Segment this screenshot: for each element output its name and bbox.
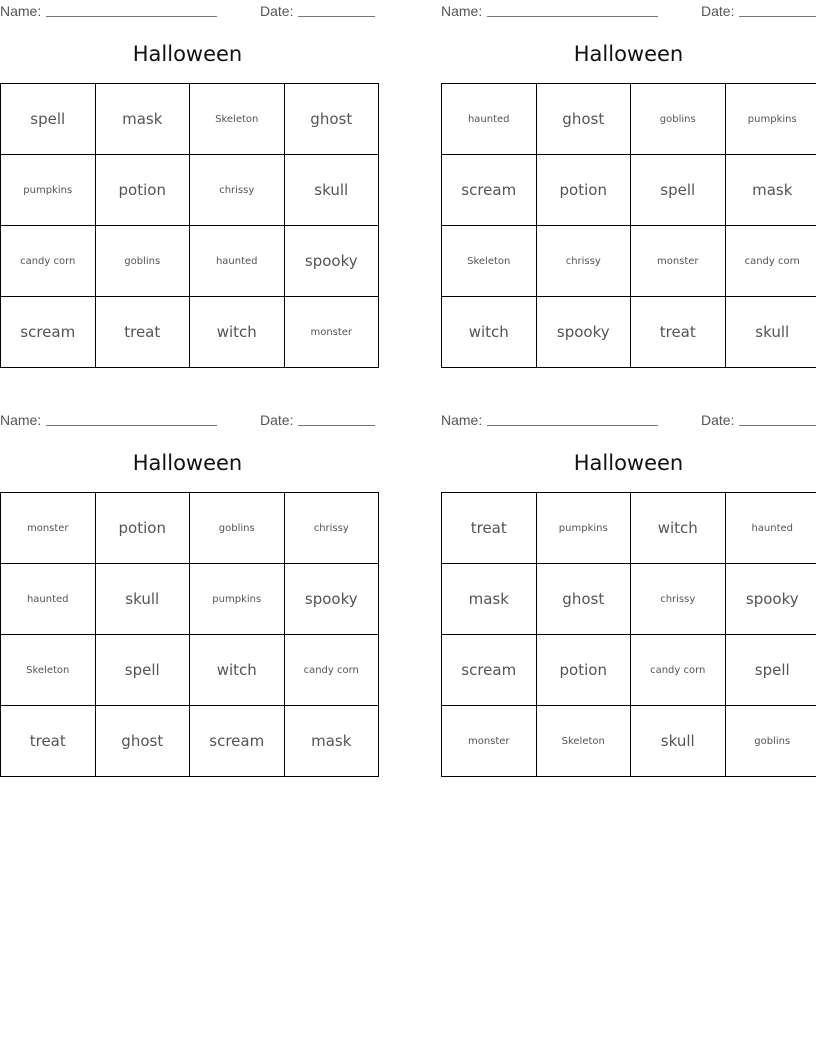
date-field-line[interactable]: [298, 425, 375, 426]
bingo-cell[interactable]: monster: [631, 226, 726, 297]
grid-row: [1, 706, 379, 777]
bingo-cell[interactable]: monster: [284, 297, 379, 368]
bingo-grid: [0, 83, 379, 368]
grid-row: [1, 84, 379, 155]
bingo-cell[interactable]: goblins: [95, 226, 190, 297]
bingo-cell[interactable]: witch: [631, 493, 726, 564]
bingo-cell[interactable]: potion: [95, 155, 190, 226]
bingo-cell[interactable]: chrissy: [190, 155, 285, 226]
bingo-cell[interactable]: spell: [1, 84, 96, 155]
bingo-cell[interactable]: treat: [442, 493, 537, 564]
grid-row: [442, 493, 816, 564]
date-label: Date:: [260, 3, 294, 19]
bingo-cell[interactable]: chrissy: [631, 564, 726, 635]
bingo-cell[interactable]: skull: [725, 297, 816, 368]
bingo-grid: [0, 492, 379, 777]
bingo-cell[interactable]: witch: [190, 297, 285, 368]
bingo-cell[interactable]: pumpkins: [1, 155, 96, 226]
bingo-cell[interactable]: spell: [725, 635, 816, 706]
name-field-line[interactable]: [487, 425, 658, 426]
bingo-cell[interactable]: spell: [95, 635, 190, 706]
bingo-cell[interactable]: goblins: [631, 84, 726, 155]
grid-row: [442, 297, 816, 368]
bingo-cell[interactable]: spooky: [536, 297, 631, 368]
bingo-cell[interactable]: treat: [631, 297, 726, 368]
bingo-cell[interactable]: monster: [1, 493, 96, 564]
bingo-cell[interactable]: candy corn: [725, 226, 816, 297]
bingo-cell[interactable]: ghost: [95, 706, 190, 777]
bingo-cell[interactable]: candy corn: [631, 635, 726, 706]
bingo-cell[interactable]: potion: [536, 155, 631, 226]
grid-row: [1, 564, 379, 635]
bingo-cell[interactable]: Skeleton: [1, 635, 96, 706]
card-title: Halloween: [132, 451, 243, 475]
bingo-cell[interactable]: goblins: [190, 493, 285, 564]
bingo-cell[interactable]: witch: [442, 297, 537, 368]
grid-row: [442, 635, 816, 706]
bingo-cell[interactable]: skull: [95, 564, 190, 635]
bingo-cell[interactable]: haunted: [1, 564, 96, 635]
grid-row: [1, 297, 379, 368]
grid-row: [1, 635, 379, 706]
grid-row: [442, 706, 816, 777]
bingo-cell[interactable]: haunted: [442, 84, 537, 155]
name-label: Name:: [441, 412, 483, 428]
name-date-header: [0, 0, 375, 20]
date-field-line[interactable]: [298, 16, 375, 17]
bingo-cell[interactable]: Skeleton: [190, 84, 285, 155]
name-field-line[interactable]: [46, 425, 217, 426]
grid-row: [1, 493, 379, 564]
date-label: Date:: [260, 412, 294, 428]
name-date-header: [441, 409, 816, 429]
bingo-cell[interactable]: Skeleton: [442, 226, 537, 297]
date-field-line[interactable]: [739, 16, 816, 17]
date-field-line[interactable]: [739, 425, 816, 426]
bingo-cell[interactable]: pumpkins: [190, 564, 285, 635]
name-date-header: [441, 0, 816, 20]
name-label: Name:: [0, 3, 42, 19]
bingo-cell[interactable]: spooky: [284, 226, 379, 297]
bingo-cell[interactable]: scream: [442, 635, 537, 706]
bingo-cell[interactable]: ghost: [536, 84, 631, 155]
bingo-cell[interactable]: scream: [1, 297, 96, 368]
card-title: Halloween: [573, 42, 684, 66]
bingo-cell[interactable]: witch: [190, 635, 285, 706]
bingo-cell[interactable]: potion: [95, 493, 190, 564]
date-label: Date:: [701, 3, 735, 19]
bingo-cell[interactable]: monster: [442, 706, 537, 777]
name-label: Name:: [0, 412, 42, 428]
bingo-cell[interactable]: skull: [284, 155, 379, 226]
bingo-cell[interactable]: haunted: [190, 226, 285, 297]
name-field-line[interactable]: [487, 16, 658, 17]
bingo-cell[interactable]: pumpkins: [536, 493, 631, 564]
bingo-cell[interactable]: ghost: [536, 564, 631, 635]
date-label: Date:: [701, 412, 735, 428]
bingo-cell[interactable]: goblins: [725, 706, 816, 777]
grid-row: [442, 84, 816, 155]
grid-row: [442, 564, 816, 635]
bingo-cell[interactable]: Skeleton: [536, 706, 631, 777]
bingo-cell[interactable]: spell: [631, 155, 726, 226]
bingo-cell[interactable]: spooky: [725, 564, 816, 635]
bingo-cell[interactable]: scream: [190, 706, 285, 777]
bingo-cell[interactable]: chrissy: [284, 493, 379, 564]
bingo-cell[interactable]: candy corn: [1, 226, 96, 297]
bingo-cell[interactable]: potion: [536, 635, 631, 706]
name-date-header: [0, 409, 375, 429]
bingo-cell[interactable]: ghost: [284, 84, 379, 155]
bingo-cell[interactable]: scream: [442, 155, 537, 226]
bingo-cell[interactable]: spooky: [284, 564, 379, 635]
bingo-cell[interactable]: chrissy: [536, 226, 631, 297]
name-label: Name:: [441, 3, 483, 19]
bingo-cell[interactable]: mask: [284, 706, 379, 777]
grid-row: [1, 155, 379, 226]
bingo-grid: [441, 83, 816, 368]
bingo-cell[interactable]: haunted: [725, 493, 816, 564]
card-title: Halloween: [573, 451, 684, 475]
bingo-grid: [441, 492, 816, 777]
bingo-cell[interactable]: skull: [631, 706, 726, 777]
grid-row: [1, 226, 379, 297]
bingo-cell[interactable]: treat: [1, 706, 96, 777]
bingo-cell[interactable]: pumpkins: [725, 84, 816, 155]
bingo-cell[interactable]: mask: [95, 84, 190, 155]
card-title: Halloween: [132, 42, 243, 66]
bingo-cell[interactable]: treat: [95, 297, 190, 368]
grid-row: [442, 226, 816, 297]
bingo-cell[interactable]: candy corn: [284, 635, 379, 706]
name-field-line[interactable]: [46, 16, 217, 17]
bingo-cell[interactable]: mask: [725, 155, 816, 226]
grid-row: [442, 155, 816, 226]
bingo-cell[interactable]: mask: [442, 564, 537, 635]
